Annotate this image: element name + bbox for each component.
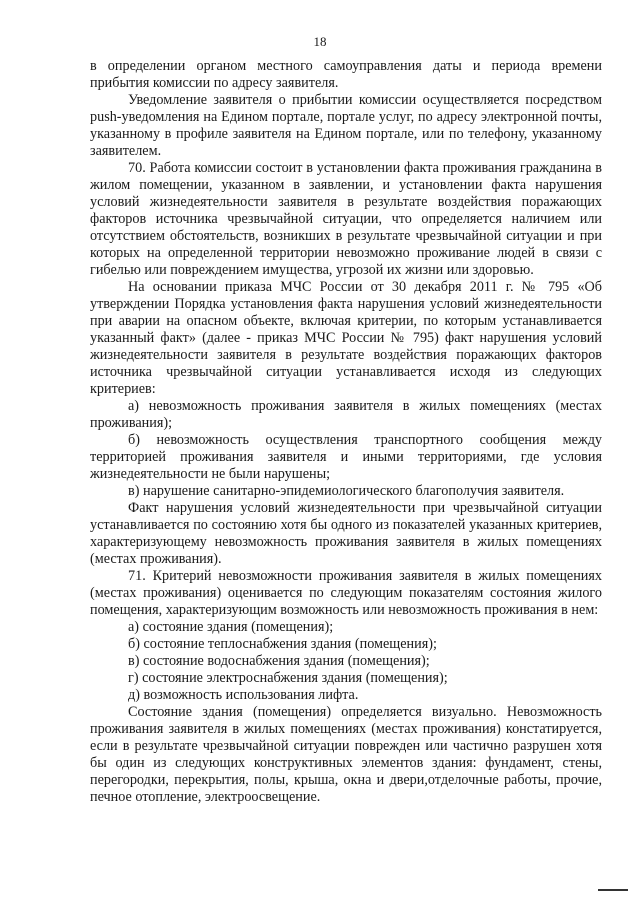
indicator-e: д) возможность использования лифта.: [128, 687, 359, 703]
document-body: [90, 58, 602, 806]
paragraph-order-795: На основании приказа МЧС России от 30 декабря 2011 г. № 795 «Об утверждении Порядка установления факта нарушения условий жизнедеятельности при аварии на опасном объекте, включая критерии, по которым устанавливается указанный факт» (далее - приказ МЧС России № 795) факт нарушения условий жизнедеятельности заявителя в результате воздействия поражающих факторов источника чрезвычайной ситуации устанавливается исходя из следующих критериев:: [90, 279, 602, 397]
page-number: 18: [313, 34, 327, 49]
paragraph-violation-fact: Факт нарушения условий жизнедеятельности при чрезвычайной ситуации устанавливается по состоянию хотя бы одного из показателей указанных критериев, характеризующему невозможность проживания заявителя в жилых помещениях (местах проживания).: [90, 500, 602, 567]
indicator-b: б) состояние теплоснабжения здания (помещения);: [128, 636, 437, 652]
criterion-a: а) невозможность проживания заявителя в жилых помещениях (местах проживания);: [90, 398, 602, 431]
paragraph-notification: Уведомление заявителя о прибытии комиссии осуществляется посредством push-уведомления на Едином портале, портале услуг, по адресу электронной почты, указанному в профиле заявителя на Едином портале, или по телефону, указанному заявителем.: [90, 92, 602, 159]
scan-artifact-mark: [598, 889, 628, 891]
criterion-b: б) невозможность осуществления транспортного сообщения между территорией проживания заявителя и иными территориями, где условия жизнедеятельности не были нарушены;: [90, 432, 602, 482]
paragraph-71: 71. Критерий невозможности проживания заявителя в жилых помещениях (местах проживания) оценивается по следующим показателям состояния жилого помещения, характеризующим возможность или невозможность проживания в нем:: [90, 568, 602, 618]
indicator-c: в) состояние водоснабжения здания (помещения);: [128, 653, 430, 669]
paragraph-continuation: в определении органом местного самоуправления даты и периода времени прибытия комиссии по адресу заявителя.: [90, 58, 602, 91]
indicator-d: г) состояние электроснабжения здания (помещения);: [128, 670, 448, 686]
paragraph-building-state: Состояние здания (помещения) определяется визуально. Невозможность проживания заявителя в жилых помещениях (местах проживания) констатируется, если в результате чрезвычайной ситуации поврежден или частично разрушен хотя бы один из следующих конструктивных элементов здания: фундамент, стены, перегородки, перекрытия, полы, крыша, окна и двери,отделочные работы, прочие, печное отопление, электроосвещение.: [90, 704, 602, 805]
paragraph-70: 70. Работа комиссии состоит в установлении факта проживания гражданина в жилом помещении, указанном в заявлении, и установлении факта нарушения условий жизнедеятельности заявителя в результате воздействия поражающих факторов источника чрезвычайной ситуации, что определяется наличием или отсутствием обстоятельств, возникших в результате чрезвычайной ситуации и при которых на определенной территории невозможно проживание людей в связи с гибелью или повреждением имущества, угрозой их жизни или здоровью.: [90, 160, 602, 278]
criterion-c: в) нарушение санитарно-эпидемиологического благополучия заявителя.: [128, 483, 565, 499]
indicator-a: а) состояние здания (помещения);: [128, 619, 334, 635]
